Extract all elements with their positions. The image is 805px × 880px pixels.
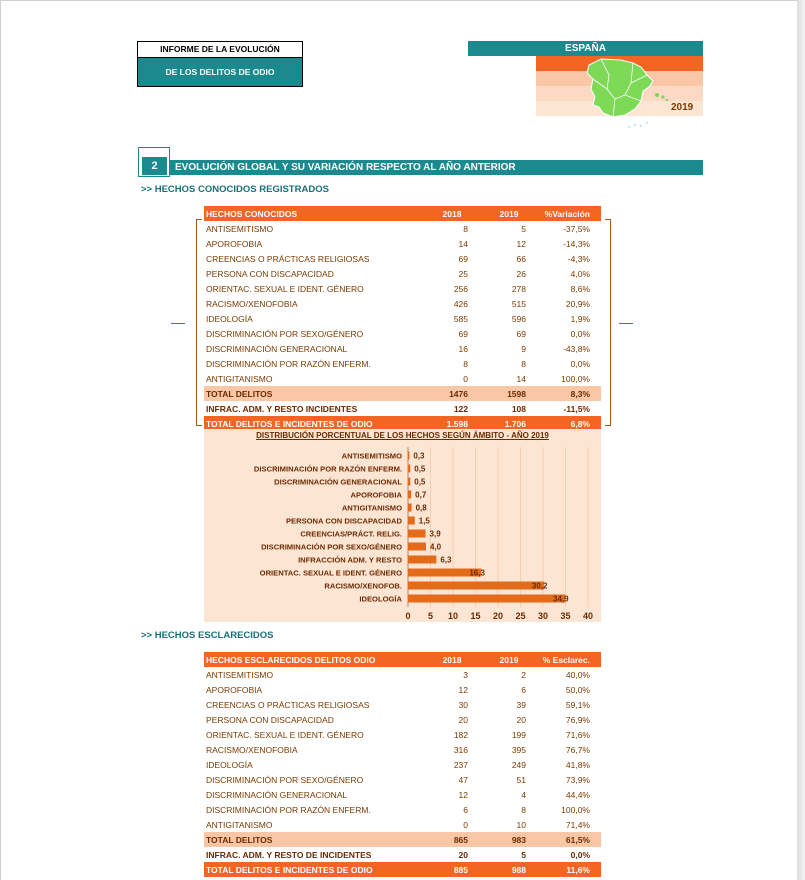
distribution-chart bbox=[204, 429, 601, 622]
cell-percent: 71,4% bbox=[565, 819, 590, 830]
cell-label: ORIENTAC. SEXUAL E IDENT. GÉNERO bbox=[206, 729, 364, 740]
cell-value: 69 bbox=[516, 328, 526, 339]
cell-label: PERSONA CON DISCAPACIDAD bbox=[206, 714, 334, 725]
section-number: 2 bbox=[142, 157, 167, 175]
report-title-line1: INFORME DE LA EVOLUCIÓN bbox=[138, 42, 302, 58]
cell-value: 988 bbox=[511, 864, 526, 875]
cell-percent: 59,1% bbox=[565, 699, 590, 710]
cell-label: DISCRIMINACIÓN POR RAZÓN ENFERM. bbox=[206, 358, 371, 369]
chart-bar bbox=[408, 530, 426, 538]
cell-value: 515 bbox=[511, 298, 526, 309]
cell-value: 5 bbox=[521, 849, 526, 860]
chart-category-label: CREENCIAS/PRÁCT. RELIG. bbox=[300, 529, 402, 539]
cell-label: ANTISEMITISMO bbox=[206, 669, 274, 680]
distribution-chart-svg bbox=[204, 429, 601, 622]
chart-tick-label: 10 bbox=[447, 611, 459, 621]
cell-label: RACISMO/XENOFOBIA bbox=[206, 298, 298, 309]
country-label: ESPAÑA bbox=[468, 41, 703, 56]
chart-value-label: 16,3 bbox=[469, 568, 485, 578]
table-row bbox=[204, 251, 601, 266]
cell-value: 395 bbox=[511, 744, 526, 755]
cell-value: 2019 bbox=[499, 654, 519, 665]
cell-percent: 76,7% bbox=[565, 744, 590, 755]
cleared-subtitle: >> HECHOS ESCLARECIDOS bbox=[141, 630, 274, 641]
chart-tick-label: 5 bbox=[427, 611, 434, 621]
cell-value: 12 bbox=[458, 789, 468, 800]
cell-percent: -4,3% bbox=[567, 253, 590, 264]
cell-value: 249 bbox=[511, 759, 526, 770]
table-row bbox=[204, 296, 601, 311]
cell-value: 122 bbox=[453, 403, 468, 414]
chart-bar bbox=[408, 452, 409, 460]
cell-percent: 40,0% bbox=[565, 669, 590, 680]
table-row bbox=[204, 341, 601, 356]
chart-bar bbox=[408, 543, 426, 551]
cell-percent: 8,3% bbox=[570, 388, 590, 399]
cell-value: 865 bbox=[453, 834, 468, 845]
chart-value-label: 6,3 bbox=[440, 555, 452, 565]
chart-bar bbox=[408, 478, 410, 486]
cell-value: 885 bbox=[453, 864, 468, 875]
cell-value: 10 bbox=[516, 819, 526, 830]
cell-label: ORIENTAC. SEXUAL E IDENT. GÉNERO bbox=[206, 283, 364, 294]
cell-value: 14 bbox=[516, 373, 526, 384]
bracket-right bbox=[605, 219, 611, 426]
chart-category-label: IDEOLOGÍA bbox=[359, 594, 402, 604]
cell-percent: 100,0% bbox=[561, 804, 590, 815]
section-number-box bbox=[138, 147, 170, 177]
table-row bbox=[204, 281, 601, 296]
table-row bbox=[204, 326, 601, 341]
cell-percent: 0,0% bbox=[570, 328, 590, 339]
chart-category-label: APOROFOBIA bbox=[350, 490, 402, 500]
cell-value: 8 bbox=[521, 358, 526, 369]
cell-percent: 76,9% bbox=[565, 714, 590, 725]
cell-percent: 11,6% bbox=[566, 864, 590, 875]
chart-bar bbox=[408, 504, 412, 512]
infraction-row bbox=[204, 401, 601, 416]
cell-percent: 0,0% bbox=[570, 358, 590, 369]
cell-value: 278 bbox=[511, 283, 526, 294]
cell-percent: 71,6% bbox=[565, 729, 590, 740]
chart-value-label: 0,7 bbox=[415, 490, 427, 500]
total-row bbox=[204, 832, 601, 847]
table-row bbox=[204, 371, 601, 386]
cell-value: 12 bbox=[458, 684, 468, 695]
chart-value-label: 3,9 bbox=[429, 529, 441, 539]
cell-percent: 8,6% bbox=[570, 283, 590, 294]
chart-bar bbox=[408, 582, 544, 590]
cell-label: IDEOLOGÍA bbox=[206, 759, 253, 770]
table-row bbox=[204, 742, 601, 757]
cell-value: 20 bbox=[458, 714, 468, 725]
cell-percent: 73,9% bbox=[565, 774, 590, 785]
chart-category-label: DISCRIMINACIÓN GENERACIONAL bbox=[274, 477, 402, 487]
cell-value: 182 bbox=[453, 729, 468, 740]
table-row bbox=[204, 266, 601, 281]
chart-value-label: 0,8 bbox=[415, 503, 427, 513]
table-row bbox=[204, 221, 601, 236]
chart-tick-label: 35 bbox=[560, 611, 571, 621]
cell-label: CREENCIAS O PRÁCTICAS RELIGIOSAS bbox=[206, 253, 370, 264]
report-title-line2: DE LOS DELITOS DE ODIO bbox=[138, 58, 302, 86]
cell-percent: %Variación bbox=[544, 208, 590, 219]
cell-percent: -37,5% bbox=[563, 223, 590, 234]
cell-label: PERSONA CON DISCAPACIDAD bbox=[206, 268, 334, 279]
cell-percent: 100,0% bbox=[561, 373, 590, 384]
chart-tick-label: 20 bbox=[492, 611, 504, 621]
chart-bar bbox=[408, 556, 436, 564]
cell-percent: -43,8% bbox=[563, 343, 590, 354]
chart-bar bbox=[408, 517, 415, 525]
cell-label: TOTAL DELITOS E INCIDENTES DE ODIO bbox=[206, 418, 373, 429]
report-title-box bbox=[137, 41, 303, 87]
spain-map-icon bbox=[581, 55, 673, 133]
chart-value-label: 4,0 bbox=[430, 542, 442, 552]
cell-value: 4 bbox=[521, 789, 526, 800]
cell-value: 316 bbox=[453, 744, 468, 755]
cell-value: 47 bbox=[458, 774, 468, 785]
cell-label: TOTAL DELITOS E INCIDENTES DE ODIO bbox=[206, 864, 373, 875]
cell-percent: % Esclarec. bbox=[542, 654, 590, 665]
cell-label: DISCRIMINACIÓN GENERACIONAL bbox=[206, 343, 348, 354]
chart-value-label: 0,5 bbox=[414, 477, 426, 487]
table-row bbox=[204, 356, 601, 371]
chart-bar bbox=[408, 491, 411, 499]
table-header-row bbox=[204, 206, 601, 221]
cell-value: 6 bbox=[463, 804, 468, 815]
chart-title: DISTRIBUCIÓN PORCENTUAL DE LOS HECHOS SEGÚN ÁMBITO - AÑO 2019 bbox=[256, 431, 549, 440]
cell-value: 237 bbox=[453, 759, 468, 770]
chart-bar bbox=[408, 465, 410, 473]
cell-label: DISCRIMINACIÓN GENERACIONAL bbox=[206, 789, 348, 800]
table-row bbox=[204, 712, 601, 727]
cell-value: 0 bbox=[463, 819, 468, 830]
cleared-facts-table bbox=[204, 652, 601, 877]
chart-value-label: 34,9 bbox=[553, 594, 569, 604]
chart-category-label: DISCRIMINACIÓN POR SEXO/GÉNERO bbox=[261, 542, 402, 552]
chart-tick-label: 15 bbox=[470, 611, 481, 621]
bracket-tick bbox=[171, 323, 185, 324]
chart-bar bbox=[408, 595, 565, 603]
chart-tick-label: 25 bbox=[515, 611, 526, 621]
cell-label: CREENCIAS O PRÁCTICAS RELIGIOSAS bbox=[206, 699, 370, 710]
cell-percent: 0,0% bbox=[570, 849, 590, 860]
bracket-tick bbox=[619, 323, 633, 324]
cell-value: 2 bbox=[521, 669, 526, 680]
table-row bbox=[204, 817, 601, 832]
cell-value: 2018 bbox=[442, 654, 462, 665]
cell-value: 30 bbox=[458, 699, 468, 710]
cell-value: 8 bbox=[521, 804, 526, 815]
cell-label: DISCRIMINACIÓN POR SEXO/GÉNERO bbox=[206, 328, 364, 339]
cell-percent: 20,9% bbox=[565, 298, 590, 309]
grand-total-row bbox=[204, 862, 601, 877]
chart-value-label: 0,5 bbox=[414, 464, 426, 474]
cell-value: 26 bbox=[516, 268, 526, 279]
cell-label: APOROFOBIA bbox=[206, 684, 263, 695]
cell-value: 20 bbox=[458, 849, 468, 860]
cell-percent: 6,8% bbox=[570, 418, 590, 429]
chart-category-label: ANTIGITANISMO bbox=[341, 503, 402, 513]
cell-label: ANTIGITANISMO bbox=[206, 819, 273, 830]
cell-percent: -14,3% bbox=[563, 238, 590, 249]
cell-value: 108 bbox=[511, 403, 526, 414]
known-facts-table bbox=[204, 206, 601, 431]
cell-percent: 44,4% bbox=[565, 789, 590, 800]
chart-tick-label: 0 bbox=[405, 611, 411, 621]
chart-tick-label: 30 bbox=[537, 611, 549, 621]
cell-label: HECHOS ESCLARECIDOS DELITOS ODIO bbox=[206, 654, 376, 665]
cell-value: 1.706 bbox=[504, 418, 526, 429]
cell-label: DISCRIMINACIÓN POR SEXO/GÉNERO bbox=[206, 774, 364, 785]
chart-category-label: PERSONA CON DISCAPACIDAD bbox=[285, 516, 402, 526]
cell-value: 8 bbox=[463, 358, 468, 369]
cell-value: 1476 bbox=[449, 388, 468, 399]
cell-label: TOTAL DELITOS bbox=[206, 388, 273, 399]
table-row bbox=[204, 772, 601, 787]
cell-value: 0 bbox=[463, 373, 468, 384]
page-shadow bbox=[797, 0, 805, 880]
cell-label: RACISMO/XENOFOBIA bbox=[206, 744, 298, 755]
table-row bbox=[204, 236, 601, 251]
cell-label: HECHOS CONOCIDOS bbox=[206, 208, 298, 219]
cell-value: 69 bbox=[458, 253, 468, 264]
table-row bbox=[204, 682, 601, 697]
cell-value: 69 bbox=[458, 328, 468, 339]
known-subtitle: >> HECHOS CONOCIDOS REGISTRADOS bbox=[141, 184, 329, 195]
cell-percent: 50,0% bbox=[565, 684, 590, 695]
chart-category-label: RACISMO/XENOFOB. bbox=[324, 581, 402, 591]
section-title: EVOLUCIÓN GLOBAL Y SU VARIACIÓN RESPECTO AL AÑO ANTERIOR bbox=[175, 162, 516, 173]
chart-value-label: 1,5 bbox=[418, 516, 430, 526]
table-row bbox=[204, 757, 601, 772]
report-year: 2019 bbox=[671, 102, 694, 113]
cell-label: IDEOLOGÍA bbox=[206, 313, 253, 324]
cell-value: 8 bbox=[463, 223, 468, 234]
cell-percent: 61,5% bbox=[565, 834, 590, 845]
cell-label: INFRAC. ADM. Y RESTO INCIDENTES bbox=[206, 403, 358, 414]
table-row bbox=[204, 727, 601, 742]
chart-value-label: 0,3 bbox=[413, 451, 425, 461]
total-row bbox=[204, 386, 601, 401]
table-row bbox=[204, 311, 601, 326]
cell-value: 3 bbox=[463, 669, 468, 680]
bracket-left bbox=[196, 219, 202, 426]
cell-value: 1598 bbox=[507, 388, 526, 399]
table-row bbox=[204, 802, 601, 817]
infraction-row bbox=[204, 847, 601, 862]
cell-value: 66 bbox=[516, 253, 526, 264]
table-row bbox=[204, 667, 601, 682]
chart-category-label: DISCRIMINACIÓN POR RAZÓN ENFERM. bbox=[253, 464, 402, 474]
cell-value: 585 bbox=[453, 313, 468, 324]
cell-value: 426 bbox=[453, 298, 468, 309]
cell-value: 14 bbox=[458, 238, 468, 249]
cell-label: TOTAL DELITOS bbox=[206, 834, 273, 845]
cell-label: INFRAC. ADM. Y RESTO DE INCIDENTES bbox=[206, 849, 372, 860]
cell-value: 2018 bbox=[442, 208, 462, 219]
cell-label: ANTISEMITISMO bbox=[206, 223, 274, 234]
chart-category-label: ORIENTAC. SEXUAL E IDENT. GÉNERO bbox=[259, 568, 402, 578]
cell-percent: 1,9% bbox=[570, 313, 590, 324]
cell-value: 2019 bbox=[499, 208, 519, 219]
cell-percent: 41,8% bbox=[565, 759, 590, 770]
cell-value: 16 bbox=[458, 343, 468, 354]
cell-value: 20 bbox=[516, 714, 526, 725]
cell-value: 51 bbox=[516, 774, 526, 785]
cell-value: 6 bbox=[521, 684, 526, 695]
cell-value: 1.598 bbox=[446, 418, 468, 429]
cell-value: 983 bbox=[511, 834, 526, 845]
cell-value: 596 bbox=[511, 313, 526, 324]
cell-percent: -11,5% bbox=[563, 403, 590, 414]
cell-label: APOROFOBIA bbox=[206, 238, 263, 249]
cell-value: 9 bbox=[521, 343, 526, 354]
section-header bbox=[138, 147, 703, 177]
table-row bbox=[204, 787, 601, 802]
chart-tick-label: 40 bbox=[582, 611, 594, 621]
cell-value: 5 bbox=[521, 223, 526, 234]
cell-label: DISCRIMINACIÓN POR RAZÓN ENFERM. bbox=[206, 804, 371, 815]
table-header-row bbox=[204, 652, 601, 667]
cell-value: 39 bbox=[516, 699, 526, 710]
chart-category-label: ANTISEMITISMO bbox=[341, 451, 402, 461]
chart-category-label: INFRACCIÓN ADM. Y RESTO bbox=[298, 555, 402, 565]
cell-value: 25 bbox=[458, 268, 468, 279]
cell-label: ANTIGITANISMO bbox=[206, 373, 273, 384]
cell-value: 12 bbox=[516, 238, 526, 249]
table-row bbox=[204, 697, 601, 712]
cell-percent: 4,0% bbox=[570, 268, 590, 279]
cell-value: 199 bbox=[511, 729, 526, 740]
chart-value-label: 30,2 bbox=[531, 581, 548, 591]
cell-value: 256 bbox=[453, 283, 468, 294]
